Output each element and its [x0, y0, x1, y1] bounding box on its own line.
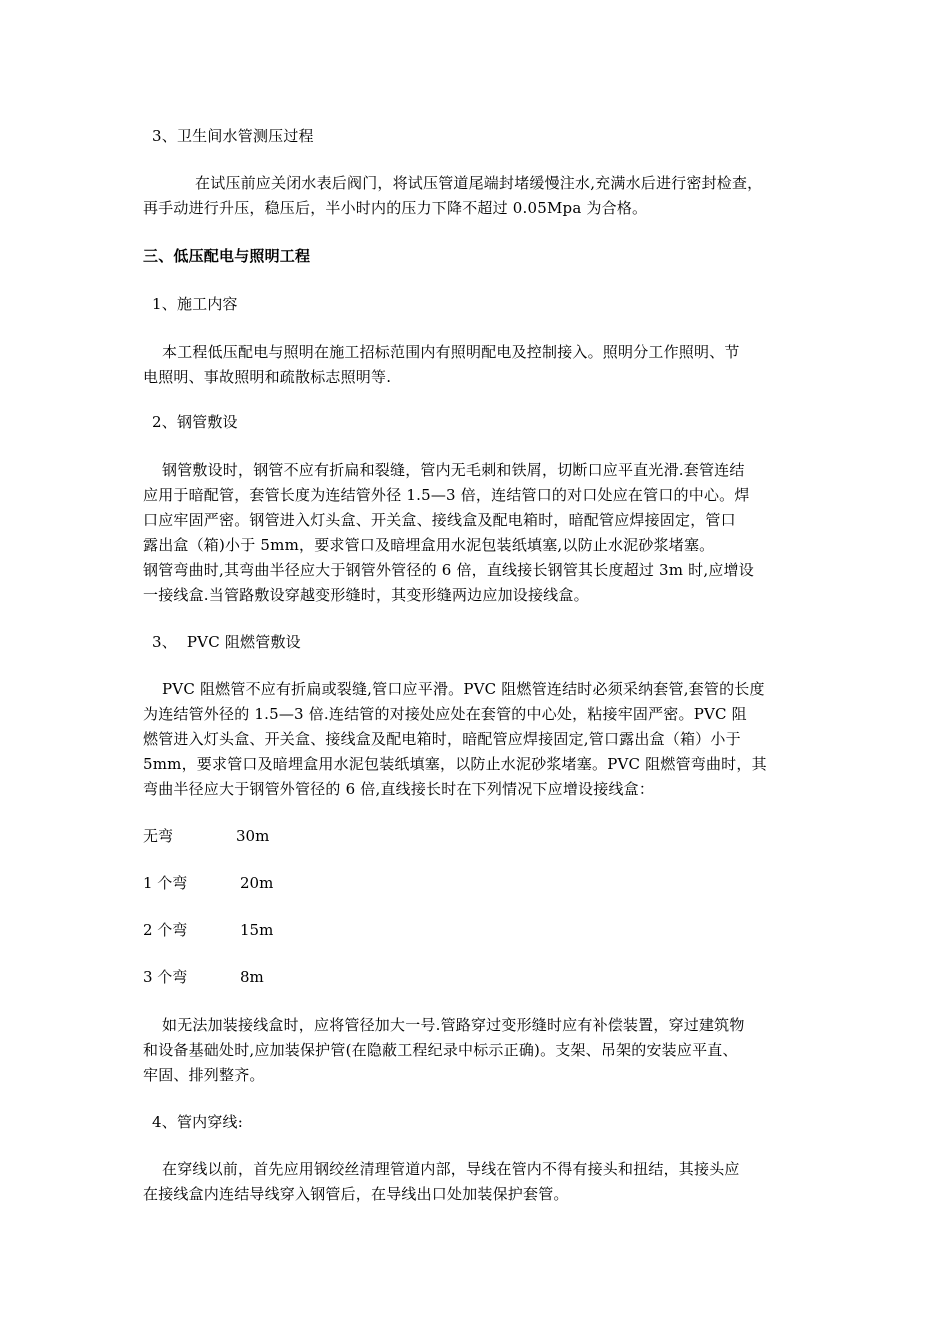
table-bend-cell: 无弯 — [143, 827, 174, 845]
paragraph-line: 5mm，要求管口及暗埋盒用水泥包装纸填塞，以防止水泥砂浆堵塞。PVC 阻燃管弯曲时，其 — [143, 755, 767, 773]
paragraph-line: 在接线盒内连结导线穿入钢管后，在导线出口处加装保护套管。 — [143, 1185, 569, 1203]
table-bend-cell: 3 个弯 — [143, 968, 188, 986]
heading-toilet-pressure-test: 3、卫生间水管测压过程 — [152, 127, 314, 145]
paragraph-line: 燃管进入灯头盒、开关盒、接线盒及配电箱时，暗配管应焊接固定,管口露出盒（箱）小于 — [143, 730, 741, 748]
table-bend-cell: 2 个弯 — [143, 921, 188, 939]
paragraph-line: 如无法加装接线盒时，应将管径加大一号.管路穿过变形缝时应有补偿装置，穿过建筑物 — [162, 1016, 745, 1034]
paragraph-line: 钢管弯曲时,其弯曲半径应大于钢管外管径的 6 倍，直线接长钢管其长度超过 3m 时,应增设 — [143, 561, 754, 579]
paragraph-line: 为连结管外径的 1.5—3 倍.连结管的对接处应处在套管的中心处，粘接牢固严密。PVC 阻 — [143, 705, 747, 723]
paragraph-line: 在试压前应关闭水表后阀门，将试压管道尾端封堵缓慢注水,充满水后进行密封检查， — [195, 174, 763, 192]
paragraph-line: 钢管敷设时，钢管不应有折扁和裂缝，管内无毛刺和铁屑，切断口应平直光滑.套管连结 — [162, 461, 745, 479]
paragraph-line: 一接线盒.当管路敷设穿越变形缝时，其变形缝两边应加设接线盒。 — [143, 586, 589, 604]
paragraph-line: 口应牢固严密。钢管进入灯头盒、开关盒、接线盒及配电箱时，暗配管应焊接固定，管口 — [143, 511, 736, 529]
table-bend-cell: 1 个弯 — [143, 874, 188, 892]
table-length-cell: 15m — [240, 921, 274, 939]
paragraph-line: 电照明、事故照明和疏散标志照明等. — [143, 368, 392, 386]
section-heading-low-voltage: 三、低压配电与照明工程 — [143, 247, 311, 265]
table-length-cell: 8m — [240, 968, 264, 986]
table-length-cell: 30m — [236, 827, 270, 845]
paragraph-line: 再手动进行升压，稳压后，半小时内的压力下降不超过 0.05Mpa 为合格。 — [143, 199, 648, 217]
paragraph-line: 本工程低压配电与照明在施工招标范围内有照明配电及控制接入。照明分工作照明、节 — [162, 343, 740, 361]
heading-steel-pipe: 2、钢管敷设 — [152, 413, 238, 431]
paragraph-line: 在穿线以前，首先应用钢绞丝清理管道内部，导线在管内不得有接头和扭结，其接头应 — [162, 1160, 740, 1178]
paragraph-line: PVC 阻燃管不应有折扁或裂缝,管口应平滑。PVC 阻燃管连结时必须采纳套管,套管的长度 — [162, 680, 765, 698]
heading-wire-threading: 4、管内穿线: — [152, 1113, 243, 1131]
paragraph-line: 弯曲半径应大于钢管外管径的 6 倍,直线接长时在下列情况下应增设接线盒： — [143, 780, 655, 798]
table-length-cell: 20m — [240, 874, 274, 892]
paragraph-line: 牢固、排列整齐。 — [143, 1066, 265, 1084]
paragraph-line: 应用于暗配管，套管长度为连结管外径 1.5—3 倍，连结管口的对口处应在管口的中心。焊 — [143, 486, 750, 504]
paragraph-line: 和设备基础处时,应加装保护管(在隐蔽工程纪录中标示正确)。支架、吊架的安装应平直、 — [143, 1041, 738, 1059]
heading-construction-content: 1、施工内容 — [152, 295, 238, 313]
paragraph-line: 露出盒（箱)小于 5mm，要求管口及暗埋盒用水泥包装纸填塞,以防止水泥砂浆堵塞。 — [143, 536, 715, 554]
heading-pvc-pipe: 3、 PVC 阻燃管敷设 — [152, 633, 301, 651]
